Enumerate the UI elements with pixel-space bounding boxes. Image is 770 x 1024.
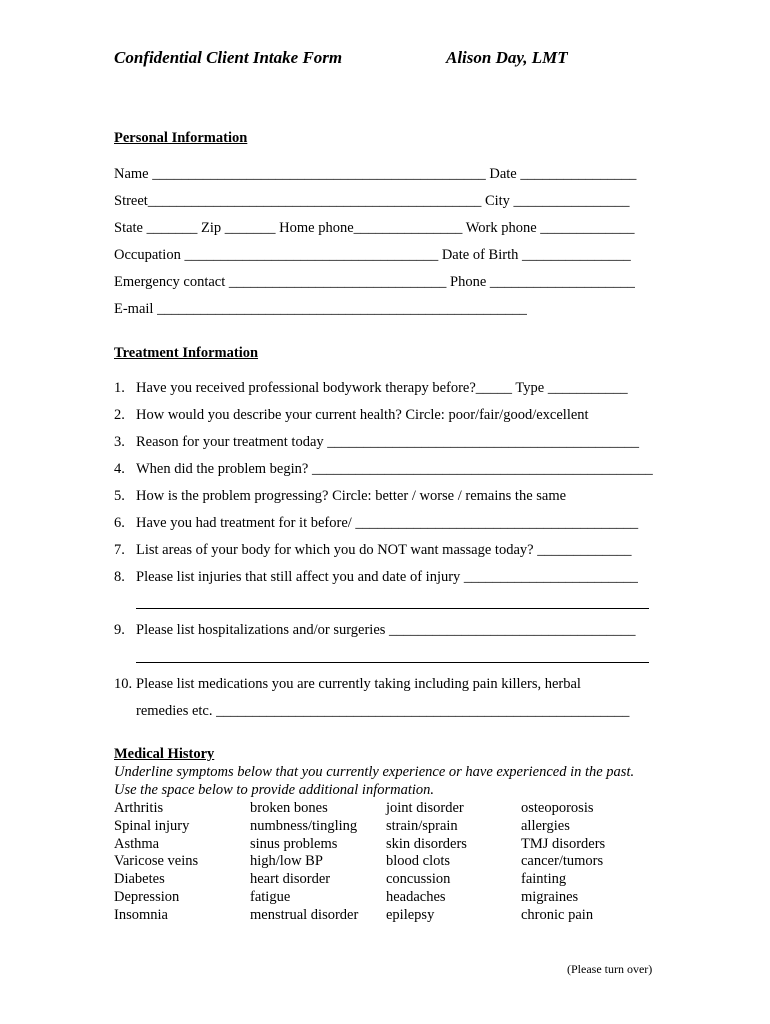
medical-instruction: Use the space below to provide additional information. <box>114 782 435 798</box>
item-number: 10. <box>114 676 133 692</box>
symptom-item[interactable]: numbness/tingling <box>250 818 358 834</box>
symptom-item[interactable]: Spinal injury <box>114 818 190 834</box>
symptom-item[interactable]: heart disorder <box>250 871 331 887</box>
symptom-item[interactable]: chronic pain <box>521 907 594 923</box>
symptom-item[interactable]: Varicose veins <box>114 853 199 869</box>
state-zip-phone-field[interactable]: State _______ Zip _______ Home phone_______________ Work phone _____________ <box>114 220 635 236</box>
treatment-item-continuation[interactable]: remedies etc. _________________________________________________________ <box>136 703 630 719</box>
item-text: When did the problem begin? _______________________________________________ <box>136 461 653 477</box>
symptom-item[interactable]: migraines <box>521 889 579 905</box>
occupation-dob-field[interactable]: Occupation ___________________________________ Date of Birth _______________ <box>114 247 631 263</box>
practitioner-name: Alison Day, LMT <box>446 48 568 67</box>
medical-instruction: Underline symptoms below that you currently experience or have experienced in the past. <box>114 764 635 780</box>
symptom-item[interactable]: broken bones <box>250 800 328 816</box>
item-text: Have you had treatment for it before/ _______________________________________ <box>136 515 639 531</box>
symptom-item[interactable]: blood clots <box>386 853 451 869</box>
treatment-item[interactable] <box>114 407 589 424</box>
treatment-item[interactable] <box>114 488 566 505</box>
symptom-item[interactable]: fatigue <box>250 889 291 905</box>
symptom-item[interactable]: fainting <box>521 871 567 887</box>
treatment-item[interactable] <box>114 461 653 478</box>
item-text: Reason for your treatment today ___________________________________________ <box>136 434 640 450</box>
item-text: Please list medications you are currently taking including pain killers, herbal <box>136 676 581 692</box>
item-number: 1. <box>114 380 125 396</box>
item-text: List areas of your body for which you do NOT want massage today? _____________ <box>136 542 632 558</box>
symptom-item[interactable]: osteoporosis <box>521 800 594 816</box>
form-title: Confidential Client Intake Form <box>114 48 343 67</box>
treatment-info-heading: Treatment Information <box>114 345 259 361</box>
symptom-item[interactable]: Asthma <box>114 836 160 852</box>
treatment-item[interactable] <box>114 622 636 639</box>
item-number: 9. <box>114 622 125 638</box>
item-text: How would you describe your current health? Circle: poor/fair/good/excellent <box>136 407 589 423</box>
item-text: Please list injuries that still affect you and date of injury ________________________ <box>136 569 638 585</box>
street-city-field[interactable]: Street______________________________________________ City ________________ <box>114 193 630 209</box>
name-date-field[interactable]: Name ______________________________________________ Date ________________ <box>114 166 637 182</box>
item-number: 8. <box>114 569 125 585</box>
emergency-contact-field[interactable]: Emergency contact ______________________________ Phone ____________________ <box>114 274 635 290</box>
treatment-item[interactable] <box>114 569 638 586</box>
item-number: 5. <box>114 488 125 504</box>
turn-over-note: (Please turn over) <box>567 962 653 976</box>
answer-line[interactable] <box>136 662 649 663</box>
item-text: Have you received professional bodywork therapy before?_____ Type ___________ <box>136 380 628 396</box>
symptom-item[interactable]: allergies <box>521 818 570 834</box>
symptom-item[interactable]: strain/sprain <box>386 818 458 834</box>
symptom-item[interactable]: Depression <box>114 889 180 905</box>
treatment-item[interactable] <box>114 434 639 451</box>
symptom-item[interactable]: skin disorders <box>386 836 467 852</box>
symptom-item[interactable]: high/low BP <box>250 853 323 869</box>
item-number: 4. <box>114 461 125 477</box>
symptom-item[interactable]: Insomnia <box>114 907 168 923</box>
item-number: 7. <box>114 542 125 558</box>
symptom-item[interactable]: headaches <box>386 889 446 905</box>
item-number: 2. <box>114 407 125 423</box>
symptom-item[interactable]: joint disorder <box>386 800 464 816</box>
item-number: 6. <box>114 515 125 531</box>
item-text: How is the problem progressing? Circle: better / worse / remains the same <box>136 488 567 504</box>
symptom-item[interactable]: Arthritis <box>114 800 164 816</box>
treatment-item[interactable] <box>114 676 581 693</box>
symptom-item[interactable]: epilepsy <box>386 907 435 923</box>
symptom-item[interactable]: cancer/tumors <box>521 853 604 869</box>
symptom-item[interactable]: Diabetes <box>114 871 165 887</box>
symptom-item[interactable]: sinus problems <box>250 836 338 852</box>
symptom-item[interactable]: concussion <box>386 871 451 887</box>
medical-history-heading: Medical History <box>114 746 215 762</box>
treatment-item[interactable] <box>114 380 628 397</box>
item-text: Please list hospitalizations and/or surgeries __________________________________ <box>136 622 636 638</box>
symptom-item[interactable]: menstrual disorder <box>250 907 359 923</box>
personal-info-heading: Personal Information <box>114 130 248 146</box>
answer-line[interactable] <box>136 608 649 609</box>
symptom-item[interactable]: TMJ disorders <box>521 836 606 852</box>
email-field[interactable]: E-mail ___________________________________________________ <box>114 301 527 317</box>
item-number: 3. <box>114 434 125 450</box>
treatment-item[interactable] <box>114 542 631 559</box>
treatment-item[interactable] <box>114 515 638 532</box>
